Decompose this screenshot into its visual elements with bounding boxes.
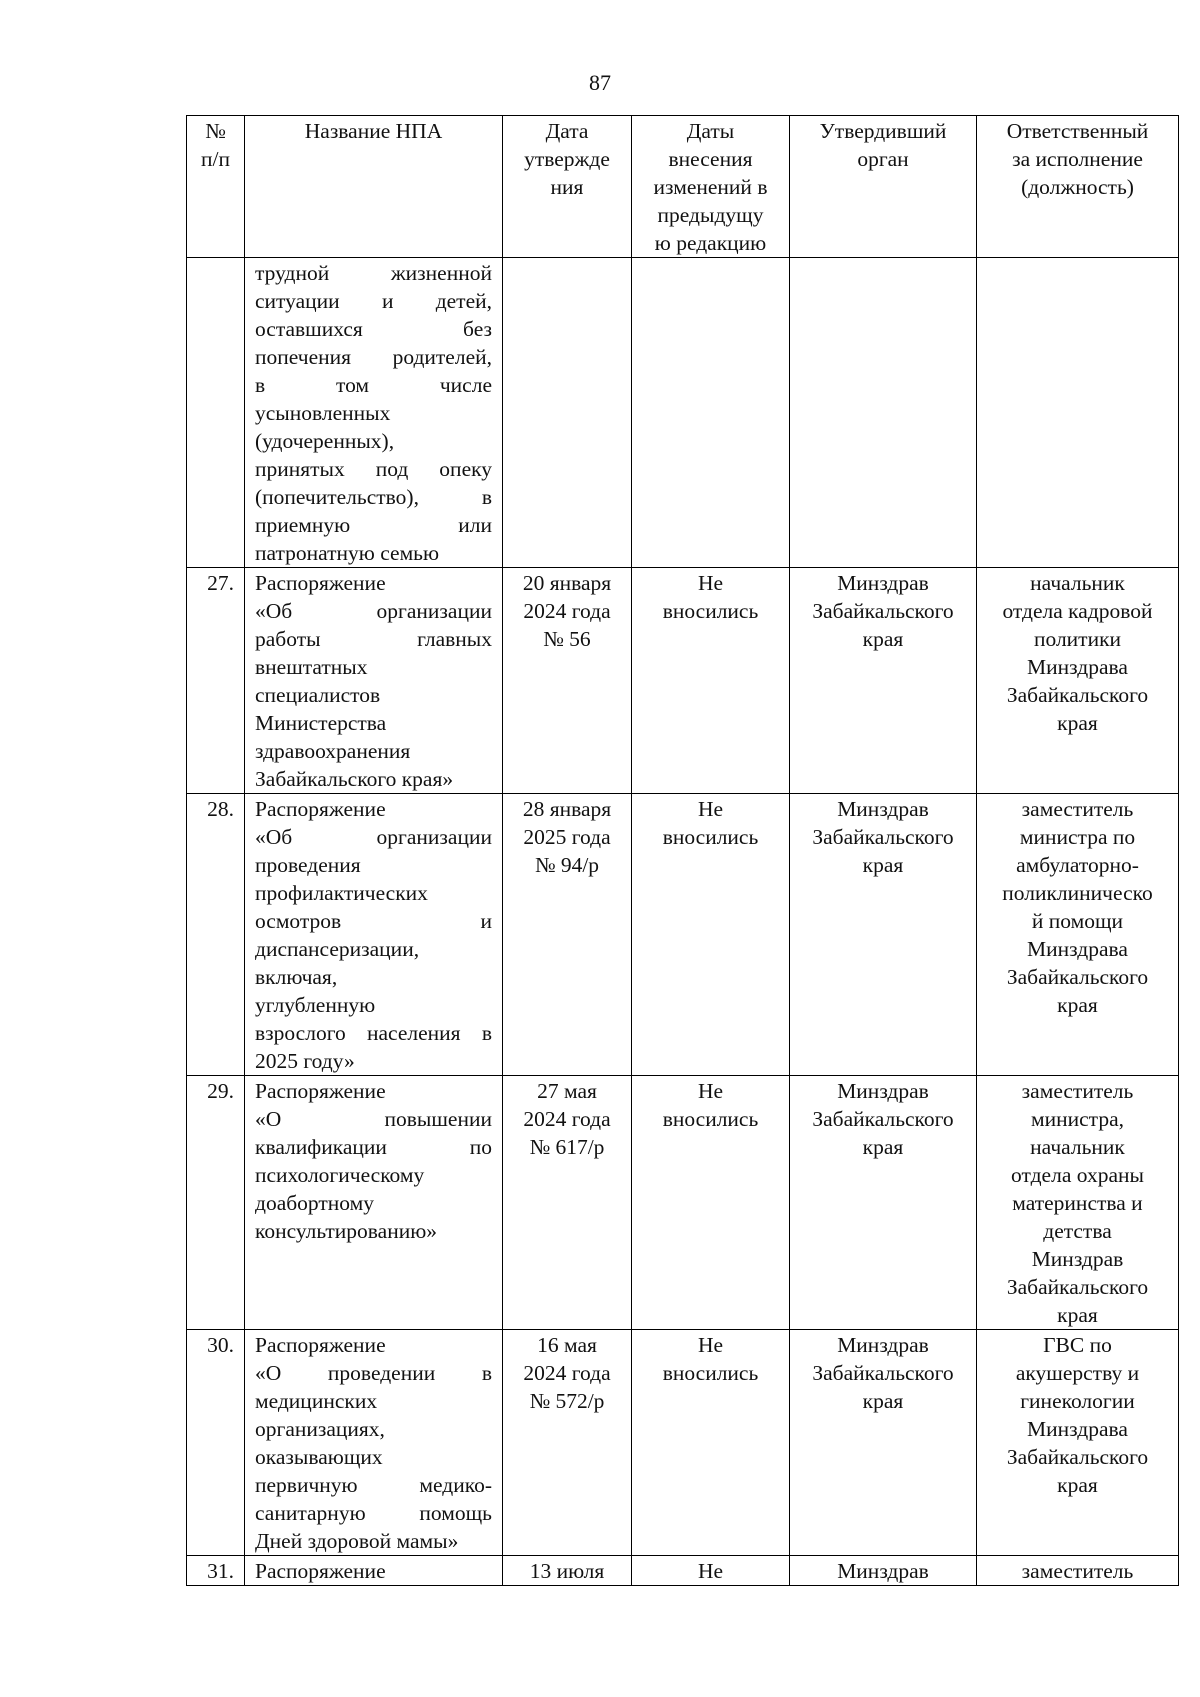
text-line: усыновленных (255, 401, 391, 425)
text-line: Минздрава (1027, 1417, 1128, 1441)
cell-changes (632, 794, 790, 1076)
text-line: Распоряжение (255, 1079, 386, 1103)
text-line: акушерству и (1015, 1361, 1140, 1385)
text-line: заместитель (1021, 1559, 1134, 1583)
text-line: министра по (1019, 825, 1136, 849)
text-line: Не (697, 1079, 724, 1103)
text-line: края (862, 1135, 904, 1159)
text-line: Распоряжение (255, 571, 386, 595)
cell-title (245, 568, 503, 794)
text-line: диспансеризации, (255, 937, 420, 961)
cell-organ (790, 794, 977, 1076)
text-line: здравоохранения (255, 739, 411, 763)
cell-responsible (977, 1330, 1179, 1556)
table-header-row (187, 116, 1179, 258)
text-line: внесения (668, 147, 753, 171)
cell-date (503, 568, 632, 794)
table-row (187, 794, 1179, 1076)
table-row (187, 1076, 1179, 1330)
text-line: «О проведении в (255, 1361, 492, 1385)
text-line: Даты (686, 119, 735, 143)
text-line: № 572/р (529, 1389, 605, 1413)
table-row-continuation (187, 258, 1179, 568)
text-line: 27 мая (537, 1079, 597, 1103)
page-number: 87 (589, 70, 611, 95)
text-line: консультированию» (255, 1219, 438, 1243)
text-line: Минздрав (837, 571, 929, 595)
table-row (187, 568, 1179, 794)
text-line: Минздрав (837, 797, 929, 821)
cell-responsible (977, 258, 1179, 568)
cell-num: 29. (187, 1076, 245, 1330)
cell-organ (790, 1556, 977, 1586)
text-line: Минздрава (1027, 937, 1128, 961)
text-line: включая, (255, 965, 338, 989)
text-line: за исполнение (1012, 147, 1143, 171)
text-line: утвержде (524, 147, 610, 171)
text-line: осмотров и (255, 909, 492, 933)
text-line: заместитель (1021, 797, 1134, 821)
text-line: 16 мая (537, 1333, 597, 1357)
text-line: Забайкальского (1006, 965, 1149, 989)
text-line: изменений в (653, 175, 768, 199)
text-line: Ответственный (1006, 119, 1149, 143)
text-line: Забайкальского (1006, 683, 1149, 707)
cell-num: 28. (187, 794, 245, 1076)
cell-title (245, 1330, 503, 1556)
text-line: Распоряжение (255, 1333, 386, 1357)
cell-num: 27. (187, 568, 245, 794)
text-line: й помощи (1031, 909, 1124, 933)
header-changes (632, 116, 790, 258)
text-line: специалистов (255, 683, 381, 707)
npa-table (186, 115, 1179, 1586)
cell-organ (790, 258, 977, 568)
cell-changes (632, 258, 790, 568)
text-line: патронатную семью (255, 541, 440, 565)
text-line: начальник (1030, 1135, 1125, 1159)
text-line: Распоряжение (255, 797, 386, 821)
text-line: № 56 (543, 627, 591, 651)
text-line: оказывающих (255, 1445, 383, 1469)
cell-title (245, 258, 503, 568)
text-line: (удочеренных), (255, 429, 395, 453)
text-line: взрослого населения в (255, 1021, 492, 1045)
text-line: 2024 года (523, 1361, 611, 1385)
text-line: внештатных (255, 655, 368, 679)
cell-changes (632, 1076, 790, 1330)
text-line: Минздрав (837, 1079, 929, 1103)
cell-date (503, 794, 632, 1076)
text-line: Минздрав (837, 1333, 929, 1357)
text-line: 2024 года (523, 599, 611, 623)
text-line: предыдущу (657, 203, 764, 227)
text-line: попечения родителей, (255, 345, 492, 369)
text-line: Название НПА (304, 119, 443, 143)
text-line: края (862, 627, 904, 651)
text-line: детства (1043, 1219, 1112, 1243)
text-line: (попечительство), в (255, 485, 492, 509)
text-line: принятых под опеку (255, 457, 492, 481)
cell-organ (790, 1076, 977, 1330)
text-line: Не (697, 797, 724, 821)
cell-changes (632, 568, 790, 794)
text-line: Забайкальского (1006, 1275, 1149, 1299)
text-line: орган (857, 147, 909, 171)
text-line: вносились (662, 1361, 759, 1385)
text-line: края (1057, 711, 1098, 735)
text-line: гинекологии (1020, 1389, 1135, 1413)
text-line: края (1057, 993, 1098, 1017)
text-line: края (862, 1389, 904, 1413)
text-line: (должность) (1021, 175, 1134, 199)
cell-num: 30. (187, 1330, 245, 1556)
text-line: п/п (201, 147, 230, 171)
text-line: Утвердивший (819, 119, 947, 143)
header-name (245, 116, 503, 258)
text-line: оставшихся без (255, 317, 492, 341)
cell-organ (790, 568, 977, 794)
text-line: первичную медико- (255, 1473, 492, 1497)
cell-organ (790, 1330, 977, 1556)
text-line: приемную или (255, 513, 492, 537)
text-line: трудной жизненной (255, 261, 492, 285)
text-line: ситуации и детей, (255, 289, 492, 313)
text-line: министра, (1031, 1107, 1124, 1131)
cell-title (245, 794, 503, 1076)
text-line: материнства и (1012, 1191, 1143, 1215)
text-line: края (1057, 1303, 1098, 1327)
text-line: № 94/р (534, 853, 600, 877)
text-line: психологическому (255, 1163, 425, 1187)
text-line: Министерства (255, 711, 387, 735)
cell-responsible (977, 568, 1179, 794)
text-line: доабортному (255, 1191, 374, 1215)
text-line: Минздрав (1031, 1247, 1124, 1271)
text-line: в том числе (255, 373, 492, 397)
text-line: 2025 года (523, 825, 611, 849)
text-line: Дата (545, 119, 589, 143)
text-line: медицинских (255, 1389, 378, 1413)
cell-date (503, 258, 632, 568)
text-line: 20 января (522, 571, 612, 595)
header-num (187, 116, 245, 258)
text-line: работы главных (255, 627, 492, 651)
cell-date (503, 1076, 632, 1330)
text-line: 28 января (522, 797, 612, 821)
cell-changes (632, 1556, 790, 1586)
text-line: политики (1033, 627, 1122, 651)
cell-num: 31. (187, 1556, 245, 1586)
text-line: № 617/р (529, 1135, 605, 1159)
table-row (187, 1330, 1179, 1556)
header-date (503, 116, 632, 258)
text-line: вносились (662, 825, 759, 849)
cell-title (245, 1076, 503, 1330)
text-line: вносились (662, 1107, 759, 1131)
text-line: санитарную помощь (255, 1501, 492, 1525)
text-line: профилактических (255, 881, 428, 905)
text-line: 2025 году» (255, 1049, 355, 1073)
text-line: ГВС по (1043, 1333, 1112, 1357)
text-line: ния (550, 175, 584, 199)
text-line: заместитель (1021, 1079, 1134, 1103)
text-line: края (862, 853, 904, 877)
text-line: Не (697, 1333, 724, 1357)
cell-num (187, 258, 245, 568)
text-line: «Об организации (255, 825, 492, 849)
text-line: Распоряжение (255, 1559, 386, 1583)
text-line: «О повышении (255, 1107, 492, 1131)
text-line: проведения (255, 853, 361, 877)
cell-responsible (977, 1076, 1179, 1330)
text-line: отдела кадровой (1002, 599, 1153, 623)
text-line: квалификации по (255, 1135, 492, 1159)
text-line: Забайкальского (812, 1361, 954, 1385)
header-responsible (977, 116, 1179, 258)
text-line: Забайкальского (1006, 1445, 1149, 1469)
text-line: углубленную (255, 993, 376, 1017)
text-line: организациях, (255, 1417, 385, 1441)
text-line: Не (697, 571, 724, 595)
text-line: ю редакцию (654, 231, 767, 255)
cell-responsible (977, 794, 1179, 1076)
cell-changes (632, 1330, 790, 1556)
text-line: начальник (1030, 571, 1125, 595)
text-line: Забайкальского края» (255, 767, 454, 791)
text-line: вносились (662, 599, 759, 623)
text-line: № (205, 119, 226, 143)
text-line: Минздрава (1027, 655, 1128, 679)
text-line: края (1057, 1473, 1098, 1497)
text-line: Забайкальского (812, 1107, 954, 1131)
cell-title (245, 1556, 503, 1586)
text-line: 13 июля (529, 1559, 605, 1583)
text-line: отдела охраны (1011, 1163, 1144, 1187)
text-line: Не (697, 1559, 724, 1583)
text-line: Дней здоровой мамы» (255, 1529, 459, 1553)
text-line: Забайкальского (812, 825, 954, 849)
text-line: поликлиническо (1002, 881, 1153, 905)
cell-responsible (977, 1556, 1179, 1586)
table-row (187, 1556, 1179, 1586)
text-line: «Об организации (255, 599, 492, 623)
cell-date (503, 1330, 632, 1556)
text-line: 2024 года (523, 1107, 611, 1131)
cell-date (503, 1556, 632, 1586)
text-line: Минздрав (837, 1559, 929, 1583)
text-line: Забайкальского (812, 599, 954, 623)
text-line: амбулаторно- (1016, 853, 1139, 877)
header-organ (790, 116, 977, 258)
